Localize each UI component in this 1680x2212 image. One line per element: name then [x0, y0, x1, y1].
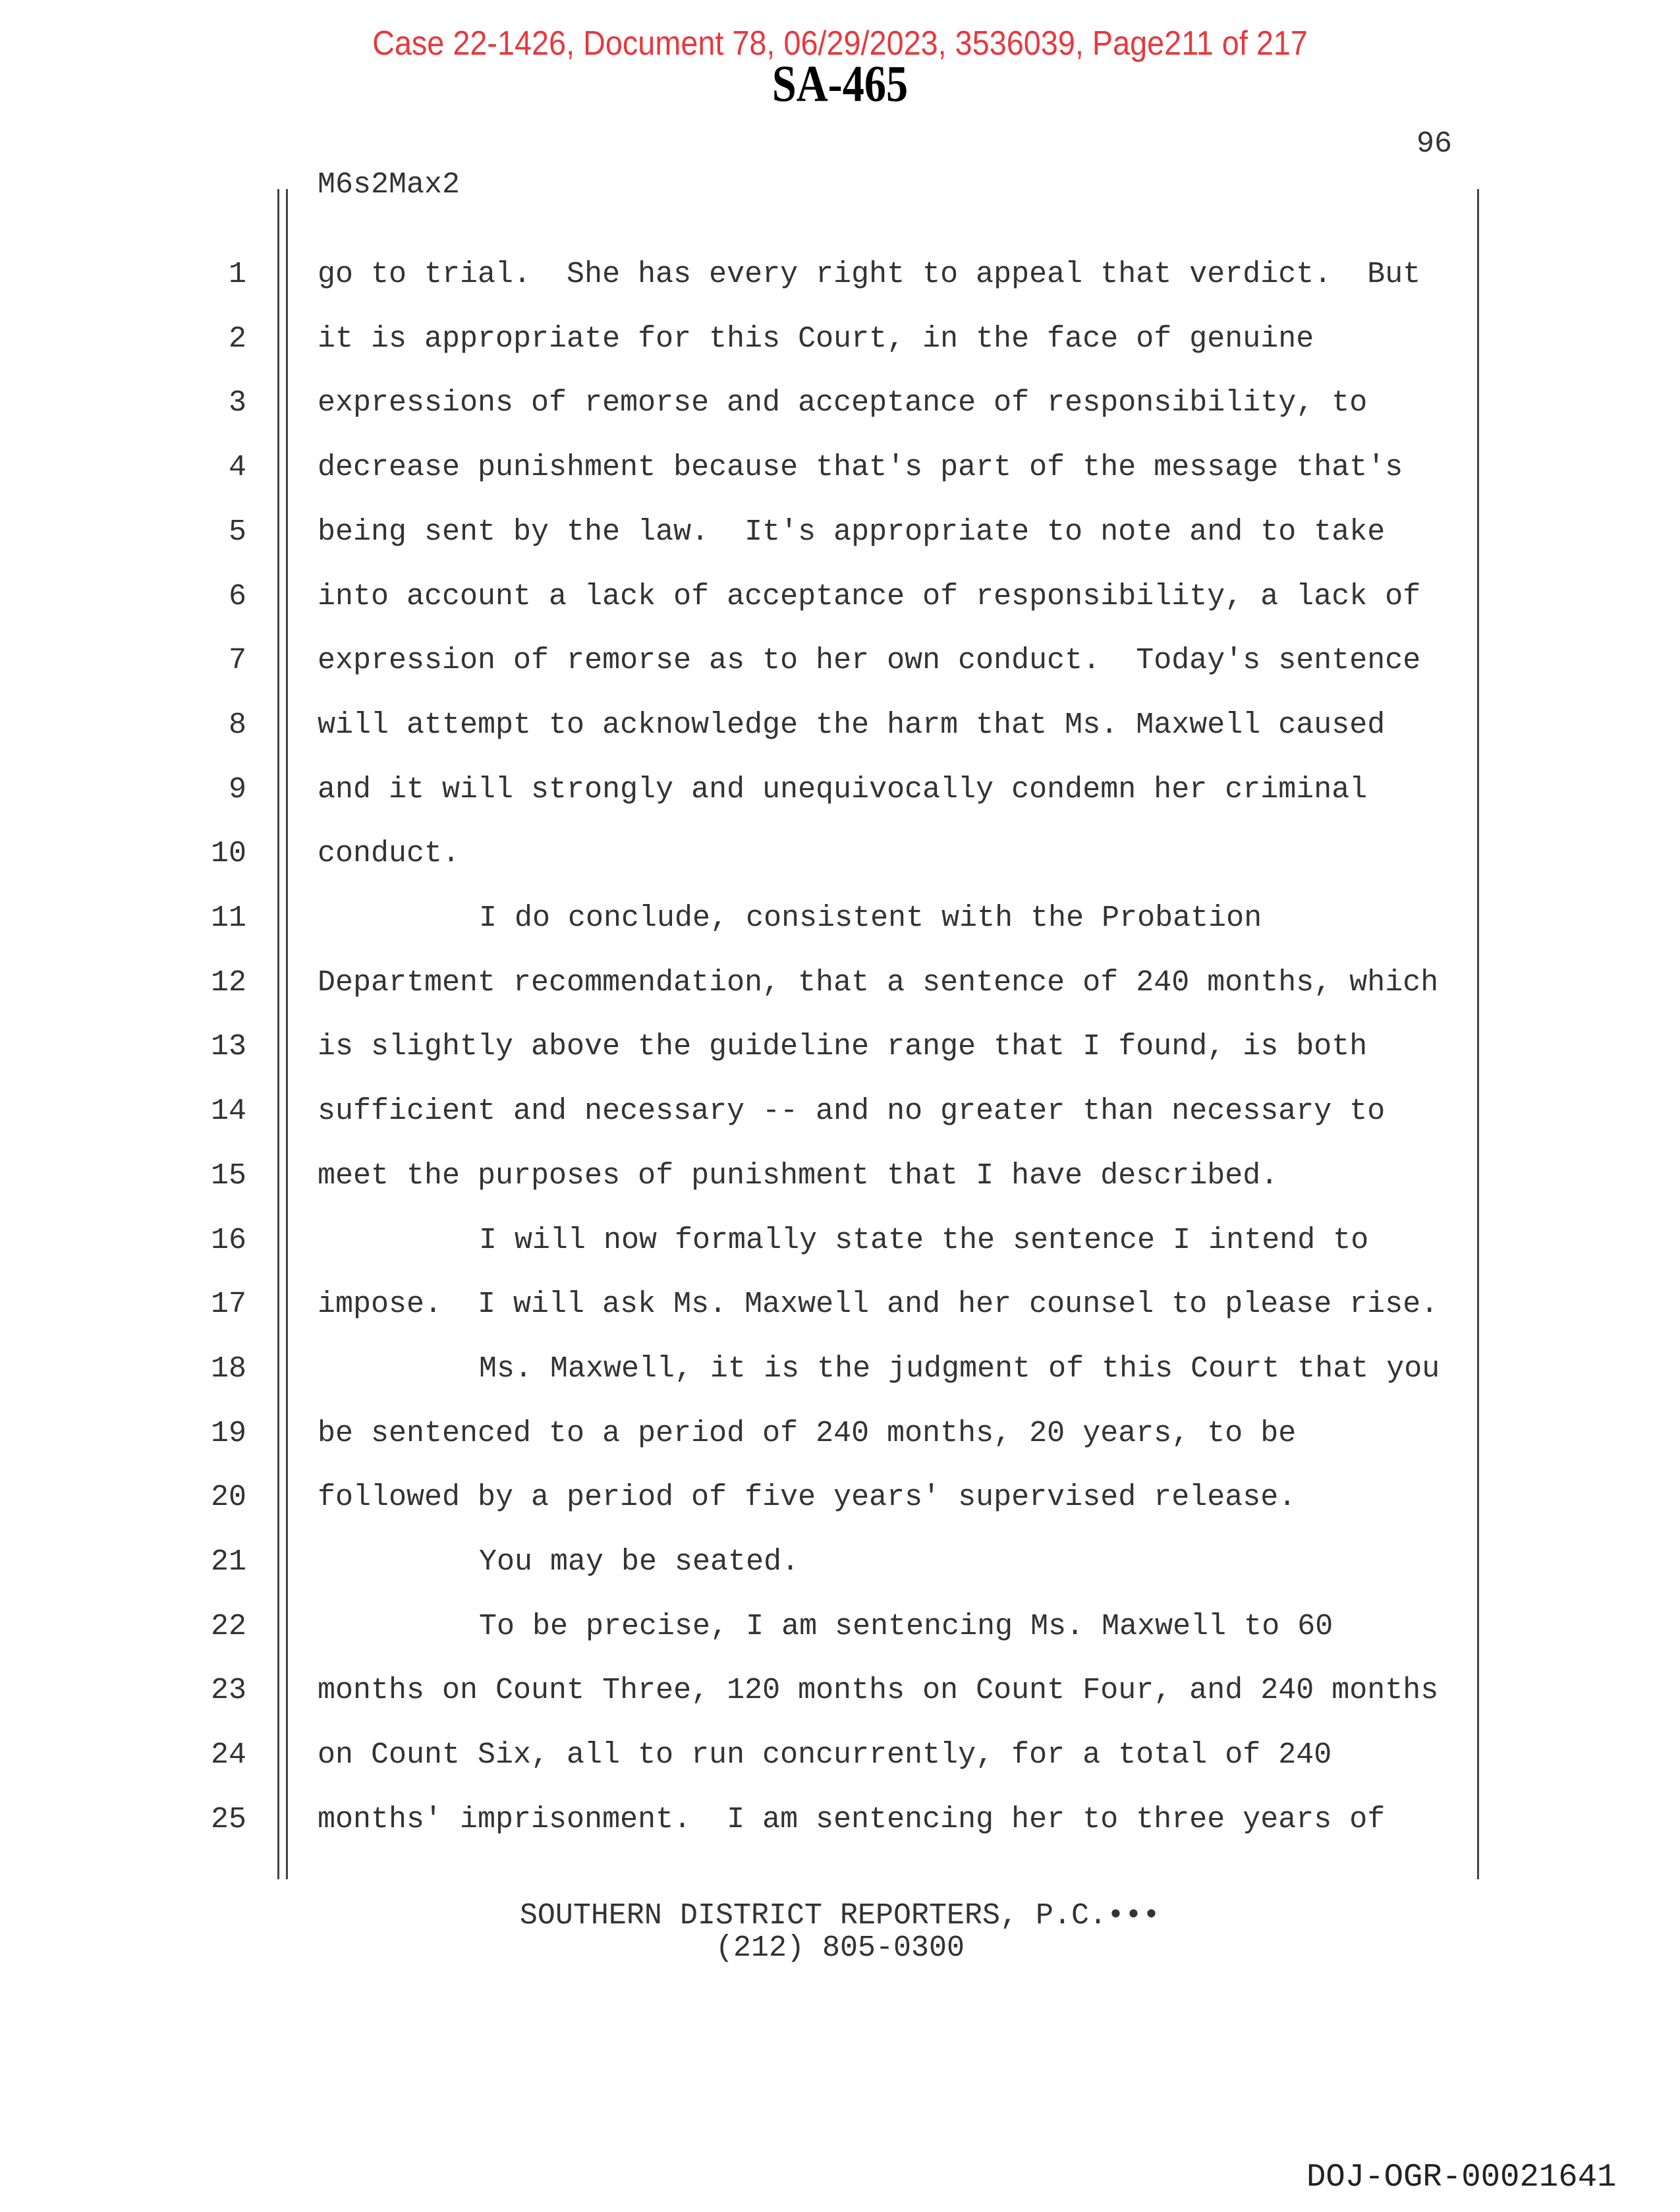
line-number: 17 [210, 1288, 246, 1322]
line-number: 7 [228, 644, 246, 678]
line-number: 10 [210, 837, 246, 871]
transcript-line: into account a lack of acceptance of responsibility, a lack of [318, 579, 1421, 613]
header-code: M6s2Max2 [318, 168, 461, 202]
transcript-line: You may be seated. [479, 1545, 800, 1579]
line-number: 24 [210, 1738, 246, 1772]
sa-number: SA-465 [771, 55, 909, 112]
left-margin-line-outer [277, 189, 279, 1879]
footer-phone: (212) 805-0300 [715, 1931, 965, 1965]
transcript-line: To be precise, I am sentencing Ms. Maxwell to 60 [479, 1609, 1333, 1643]
line-number: 16 [210, 1223, 246, 1257]
transcript-line: expression of remorse as to her own conduct. Today's sentence [318, 644, 1421, 678]
transcript-line: go to trial. She has every right to appeal that verdict. But [318, 258, 1421, 291]
line-number: 6 [228, 579, 246, 613]
transcript-line: it is appropriate for this Court, in the face of genuine [318, 322, 1314, 356]
left-margin-line-inner [286, 189, 288, 1879]
transcript-line: I do conclude, consistent with the Probation [479, 901, 1262, 935]
line-number: 14 [210, 1094, 246, 1129]
line-number: 4 [228, 451, 246, 485]
transcript-line: be sentenced to a period of 240 months, 20 years, to be [318, 1416, 1297, 1450]
line-number: 5 [228, 515, 246, 549]
line-number: 2 [228, 322, 246, 356]
line-number: 18 [210, 1351, 246, 1386]
transcript-line: expressions of remorse and acceptance of responsibility, to [318, 386, 1368, 420]
transcript-line: I will now formally state the sentence I intend to [479, 1223, 1369, 1257]
page-number: 96 [1416, 127, 1453, 161]
transcript-line: meet the purposes of punishment that I have described. [318, 1158, 1279, 1193]
case-stamp: Case 22-1426, Document 78, 06/29/2023, 3536039, Page211 of 217 [372, 24, 1308, 63]
line-number: 9 [228, 772, 246, 807]
line-number: 15 [210, 1158, 246, 1193]
line-number: 22 [210, 1609, 246, 1643]
transcript-line: followed by a period of five years' supervised release. [318, 1481, 1297, 1515]
transcript-line: on Count Six, all to run concurrently, for a total of 240 [318, 1738, 1332, 1772]
transcript-line: months on Count Three, 120 months on Count Four, and 240 months [318, 1674, 1439, 1708]
transcript-line: is slightly above the guideline range that I found, is both [318, 1030, 1368, 1064]
transcript-line: sufficient and necessary -- and no greater than necessary to [318, 1094, 1386, 1129]
transcript-line: impose. I will ask Ms. Maxwell and her counsel to please rise. [318, 1288, 1439, 1322]
transcript-line: being sent by the law. It's appropriate to note and to take [318, 515, 1386, 549]
line-number: 25 [210, 1802, 246, 1836]
line-number: 21 [210, 1545, 246, 1579]
transcript-line: Department recommendation, that a sentence of 240 months, which [318, 965, 1439, 1000]
right-margin-line [1477, 189, 1479, 1879]
line-number: 13 [210, 1030, 246, 1064]
line-number: 20 [210, 1481, 246, 1515]
line-number: 3 [228, 386, 246, 420]
footer-reporter: SOUTHERN DISTRICT REPORTERS, P.C.••• [519, 1899, 1161, 1933]
line-number: 11 [210, 901, 246, 935]
bates-number: DOJ-OGR-00021641 [1306, 2159, 1617, 2196]
line-number: 12 [210, 965, 246, 1000]
transcript-line: decrease punishment because that's part of the message that's [318, 451, 1403, 485]
line-number: 19 [210, 1416, 246, 1450]
transcript-line: Ms. Maxwell, it is the judgment of this Court that you [479, 1351, 1440, 1386]
transcript-line: conduct. [318, 837, 461, 871]
transcript-line: will attempt to acknowledge the harm that Ms. Maxwell caused [318, 708, 1386, 742]
transcript-line: and it will strongly and unequivocally condemn her criminal [318, 772, 1368, 807]
line-number: 23 [210, 1674, 246, 1708]
line-number: 1 [228, 258, 246, 291]
transcript-line: months' imprisonment. I am sentencing her to three years of [318, 1802, 1386, 1836]
line-number: 8 [228, 708, 246, 742]
